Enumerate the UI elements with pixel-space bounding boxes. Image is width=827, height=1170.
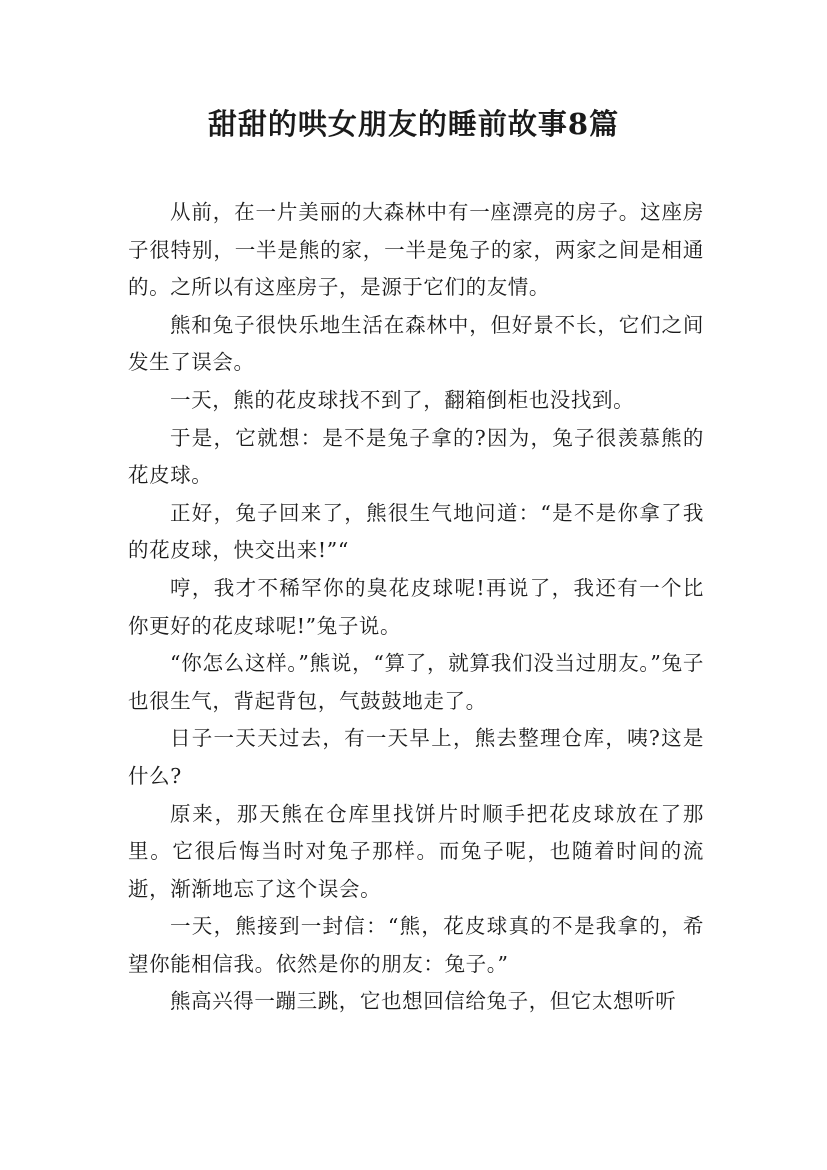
- story-body: [128, 194, 704, 1021]
- document-title: 甜甜的哄女朋友的睡前故事8篇: [207, 107, 620, 141]
- story-paragraph: 正好，兔子回来了，熊很生气地问道：“是不是你拿了我的花皮球，快交出来!”“: [128, 500, 704, 563]
- story-paragraph: 一天，熊的花皮球找不到了，翻箱倒柜也没找到。: [170, 387, 635, 412]
- story-paragraph: 日子一天天过去，有一天早上，熊去整理仓库，咦?这是什么?: [128, 726, 704, 788]
- story-paragraph: 原来，那天熊在仓库里找饼片时顺手把花皮球放在了那里。它很后悔当时对兔子那样。而兔子呢，也随着时间的流逝，渐渐地忘了这个误会。: [128, 801, 704, 901]
- story-paragraph: 熊高兴得一蹦三跳，它也想回信给兔子，但它太想听听: [170, 989, 677, 1014]
- story-paragraph: 熊和兔子很快乐地生活在森林中，但好景不长，它们之间发生了误会。: [128, 312, 704, 375]
- story-paragraph: 从前，在一片美丽的大森林中有一座漂亮的房子。这座房子很特别，一半是熊的家，一半是兔子的家，两家之间是相通的。之所以有这座房子，是源于它们的友情。: [128, 200, 704, 300]
- story-paragraph: 一天，熊接到一封信：“熊，花皮球真的不是我拿的，希望你能相信我。依然是你的朋友：兔子。”: [128, 914, 704, 976]
- story-paragraph: 于是，它就想：是不是兔子拿的?因为，兔子很羡慕熊的花皮球。: [128, 425, 704, 488]
- story-paragraph: 哼，我才不稀罕你的臭花皮球呢!再说了，我还有一个比你更好的花皮球呢!”兔子说。: [128, 575, 704, 638]
- story-paragraph: “你怎么这样。”熊说，“算了，就算我们没当过朋友。”兔子也很生气，背起背包，气鼓鼓地走了。: [128, 651, 704, 713]
